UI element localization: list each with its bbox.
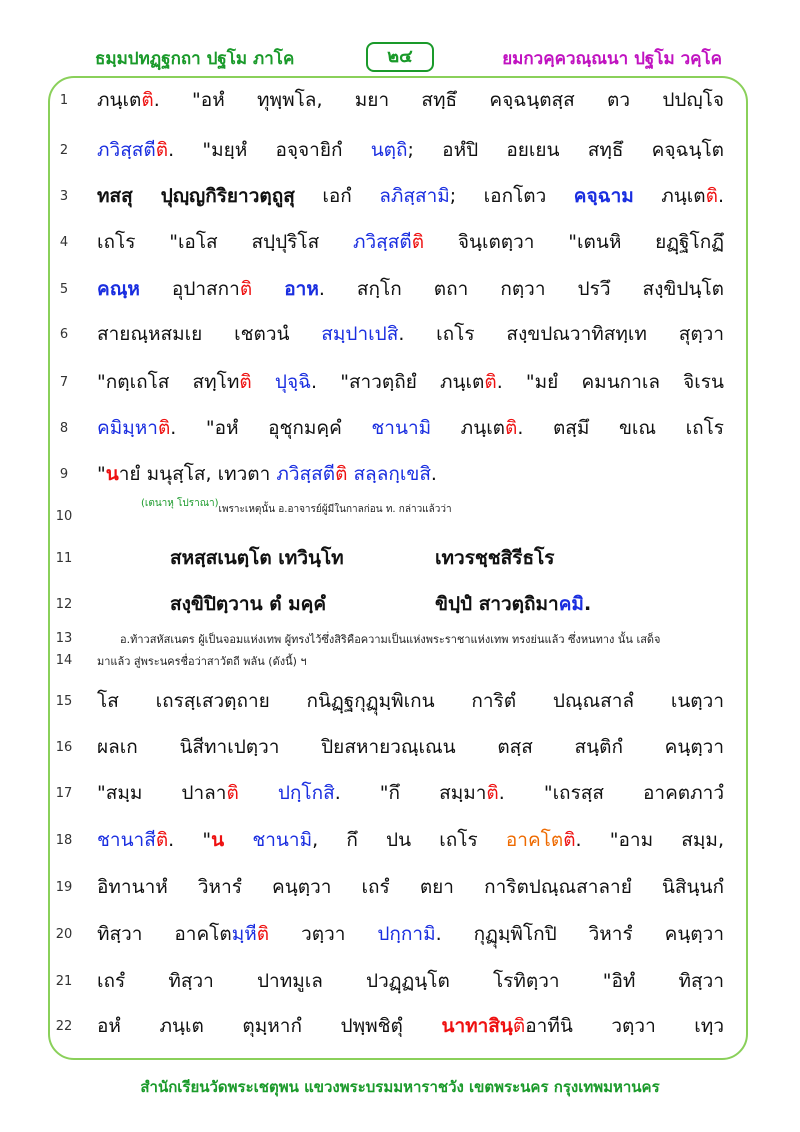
text-line-7 <box>97 367 724 397</box>
line-number: 1 <box>59 93 69 108</box>
text: ภนฺเต <box>431 417 506 439</box>
line-number: 10 <box>55 509 73 524</box>
word-highlight: ติ <box>155 829 169 851</box>
text: , กึ ปน เถโร <box>312 829 506 851</box>
word-highlight: อาห <box>284 278 319 300</box>
word-highlight: ติ <box>141 89 154 111</box>
line-number: 9 <box>59 467 69 482</box>
text: . "มยํ คมนกาเล จิเรน <box>496 371 724 393</box>
text: ผลเก นิสีทาเปตฺวา ปิยสหายวณฺเณน ตสฺส สนฺติกํ คนฺตฺวา <box>97 736 724 758</box>
text: ขิปฺปํ สาวตฺถิมา <box>435 593 559 615</box>
word-highlight: ติ <box>335 463 348 485</box>
text: . <box>583 593 592 615</box>
word-highlight: คจฺฉาม <box>573 185 634 207</box>
verse-translation-1: อ.ท้าวสหัสเนตร ผู้เป็นจอมแห่งเทพ ผู้ทรงไว้ซึ่งสิริคือความเป็นแห่งพระราชาแห่งเทพ ทรงย่นแล้ว ซึ่งหนทาง นั้น เสด็จ <box>120 633 661 646</box>
text-line-22 <box>97 1011 724 1041</box>
word-highlight: ติ <box>226 782 239 804</box>
text-line-9 <box>97 459 724 489</box>
text: . กุฏุมฺพิโกปิ วิหารํ คนฺตฺวา <box>435 923 724 945</box>
text: "สมฺม ปาลา <box>97 782 227 804</box>
word-highlight: มฺหี <box>231 923 257 945</box>
verse-line-1b: เทวรชฺชสิรีธโร <box>435 547 555 569</box>
text-line-5 <box>97 274 724 304</box>
text-line-20 <box>97 919 724 949</box>
word-highlight: ติ <box>157 417 171 439</box>
text-line-1 <box>97 85 724 115</box>
line-number: 20 <box>55 927 73 942</box>
verse-line-2b <box>435 589 591 619</box>
text: . "อหํ อุชุกมคฺคํ <box>170 417 372 439</box>
text-line-18 <box>97 825 724 855</box>
text: วตฺวา <box>269 923 378 945</box>
word-highlight: ชานามิ <box>252 829 313 851</box>
text: . "อาม สมฺม, <box>575 829 724 851</box>
header-chapter-title: ยมกวคฺควณฺณนา ปฐโม วคฺโค <box>502 49 722 69</box>
text-line-2 <box>97 135 724 165</box>
text: . สกฺโก ตถา กตฺวา ปรวึ สงฺขิปนฺโต <box>318 278 724 300</box>
text-line-21 <box>97 966 724 996</box>
text-line-4 <box>97 227 724 257</box>
text: "กตฺเถโส สทฺโท <box>97 371 240 393</box>
verse-translation-2: มาแล้ว สู่พระนครชื่อว่าสาวัตถี พลัน (ดังนี้) ฯ <box>97 655 307 668</box>
word-highlight: ติ <box>512 1015 526 1037</box>
word-highlight: นาทาสินฺ <box>441 1015 513 1037</box>
text: ; เอกโตว <box>449 185 574 207</box>
text-line-3 <box>97 181 724 211</box>
word-highlight: ติ <box>486 782 499 804</box>
text: . "มยฺหํ อจฺจายิกํ <box>168 139 371 161</box>
word-highlight: คณฺห <box>97 278 140 300</box>
word-highlight: ติ <box>505 417 518 439</box>
line-number: 22 <box>55 1019 73 1034</box>
text-line-6 <box>97 319 724 349</box>
text: อุปาสกา <box>139 278 240 300</box>
header-book-title: ธมฺมปทฏฺฐกถา ปฐโม ภาโค <box>95 49 295 69</box>
text-line-8 <box>97 413 724 443</box>
line-number: 14 <box>55 653 73 668</box>
text: . "สาวตฺถิยํ ภนฺเต <box>311 371 485 393</box>
word-highlight: ชานามิ <box>371 417 432 439</box>
text: . <box>717 185 725 207</box>
word-highlight: ปกฺกามิ <box>377 923 436 945</box>
verse-line-1a: สหสฺสเนตฺโต เทวินฺโท <box>170 547 344 569</box>
text <box>224 829 252 851</box>
text: . เถโร สงฺขปณวาทิสทฺเท สุตฺวา <box>398 323 724 345</box>
text: . " <box>168 829 212 851</box>
verse-line-2a: สงฺขิปิตฺวาน ตํ มคฺคํ <box>170 593 327 615</box>
line-number: 3 <box>59 189 69 204</box>
line-number: 11 <box>55 551 73 566</box>
word-highlight: อาคโต <box>505 829 564 851</box>
text: จินฺเตตฺวา "เตนหิ ยฏฺฐิโกฏึ <box>424 231 724 253</box>
text: เถรํ ทิสฺวา ปาทมูเล ปวฏฺฏนฺโต โรทิตฺวา "อิทํ ทิสฺวา <box>97 970 724 992</box>
text: ายํ มนุสฺโส, เทวตา <box>118 463 277 485</box>
word-highlight: สลฺลกฺเขสิ <box>353 463 431 485</box>
line-number: 15 <box>55 694 73 709</box>
pali-note: (เตนาหุ โปราณา) <box>141 498 219 509</box>
footer-institution: สำนักเรียนวัดพระเชตุพน แขวงพระบรมมหาราชวัง เขตพระนคร กรุงเทพมหานคร <box>140 1078 660 1096</box>
word-highlight: น <box>211 829 225 851</box>
word-highlight: ลภิสฺสามิ <box>379 185 450 207</box>
line-number: 16 <box>55 740 73 755</box>
translation-note <box>97 498 452 517</box>
text: . <box>430 463 437 485</box>
text-line-15 <box>97 686 724 716</box>
line-number: 4 <box>59 235 69 250</box>
word-highlight: ติ <box>563 829 576 851</box>
word-highlight: ติ <box>256 923 270 945</box>
text: ทสสุ ปุญฺญกิริยาวตฺถูสุ <box>97 185 295 207</box>
word-highlight: ชานาสี <box>97 829 156 851</box>
text: เอกํ <box>294 185 380 207</box>
line-number: 12 <box>55 597 73 612</box>
word-highlight: ติ <box>239 371 252 393</box>
line-number: 17 <box>55 786 73 801</box>
text-line-17 <box>97 778 724 808</box>
page-number: ๒๔ <box>366 42 434 72</box>
text: . ตสฺมึ ขเณ เถโร <box>517 417 725 439</box>
text: . "อหํ ทุพฺพโล, มยา สทฺธึ คจฺฉนฺตสฺส ตว ปปญฺโจ <box>153 89 724 111</box>
word-highlight: ภวิสฺสตี <box>276 463 336 485</box>
line-number: 8 <box>59 421 69 436</box>
word-highlight: สมฺปาเปสิ <box>321 323 399 345</box>
word-highlight: นตฺถิ <box>370 139 408 161</box>
text <box>252 278 284 300</box>
word: ภนฺเต <box>97 89 142 111</box>
line-number: 5 <box>59 282 69 297</box>
word-highlight: น <box>105 463 119 485</box>
word-highlight: คมิ <box>558 593 584 615</box>
line-number: 2 <box>59 143 69 158</box>
line-number: 19 <box>55 880 73 895</box>
text-line-19 <box>97 872 724 902</box>
line-number: 21 <box>55 974 73 989</box>
line-number: 13 <box>55 631 73 646</box>
word-highlight: ปุจฺฉิ <box>274 371 312 393</box>
text: ; อหํปิ อยเยน สทฺธึ คจฺฉนฺโต <box>407 139 725 161</box>
text <box>252 371 275 393</box>
word-highlight: ติ <box>705 185 718 207</box>
text: ภนฺเต <box>633 185 706 207</box>
text: ทิสฺวา อาคโต <box>97 923 232 945</box>
text <box>239 782 278 804</box>
text: อหํ ภนฺเต ตุมฺหากํ ปพฺพชิตุํ <box>97 1015 442 1037</box>
text: " <box>97 463 106 485</box>
text: เถโร "เอโส สปฺปุริโส <box>97 231 353 253</box>
text: . "กึ สมฺมา <box>334 782 487 804</box>
word-highlight: ภวิสฺสตี <box>97 139 156 161</box>
page-frame <box>48 76 748 1060</box>
word-highlight: ติ <box>484 371 497 393</box>
thai-translation: เพราะเหตุนั้น อ.อาจารย์ผู้มีในกาลก่อน ท. กล่าวแล้วว่า <box>218 504 452 515</box>
word-highlight: ติ <box>239 278 253 300</box>
word-highlight: ภวิสฺสตี <box>352 231 412 253</box>
text: สายณฺหสมเย เชตวนํ <box>97 323 322 345</box>
text: อาทีนิ วตฺวา เทฺว <box>525 1015 724 1037</box>
line-number: 6 <box>59 327 69 342</box>
word-highlight: ติ <box>411 231 425 253</box>
line-number: 7 <box>59 375 69 390</box>
word-highlight: ติ <box>155 139 169 161</box>
text-line-16 <box>97 732 724 762</box>
text: อิทานาหํ วิหารํ คนฺตฺวา เถรํ ตยา การิตปณฺณสาลายํ นิสินฺนกํ <box>97 876 724 898</box>
word-highlight: คมิมฺหา <box>97 417 158 439</box>
line-number: 18 <box>55 833 73 848</box>
text: . "เถรสฺส อาคตภาวํ <box>498 782 724 804</box>
text: โส เถรสฺเสวตฺถาย กนิฏฺฐกุฏุมฺพิเกน การิตํ ปณฺณสาลํ เนตฺวา <box>97 690 724 712</box>
word-highlight: ปกฺโกสิ <box>277 782 335 804</box>
